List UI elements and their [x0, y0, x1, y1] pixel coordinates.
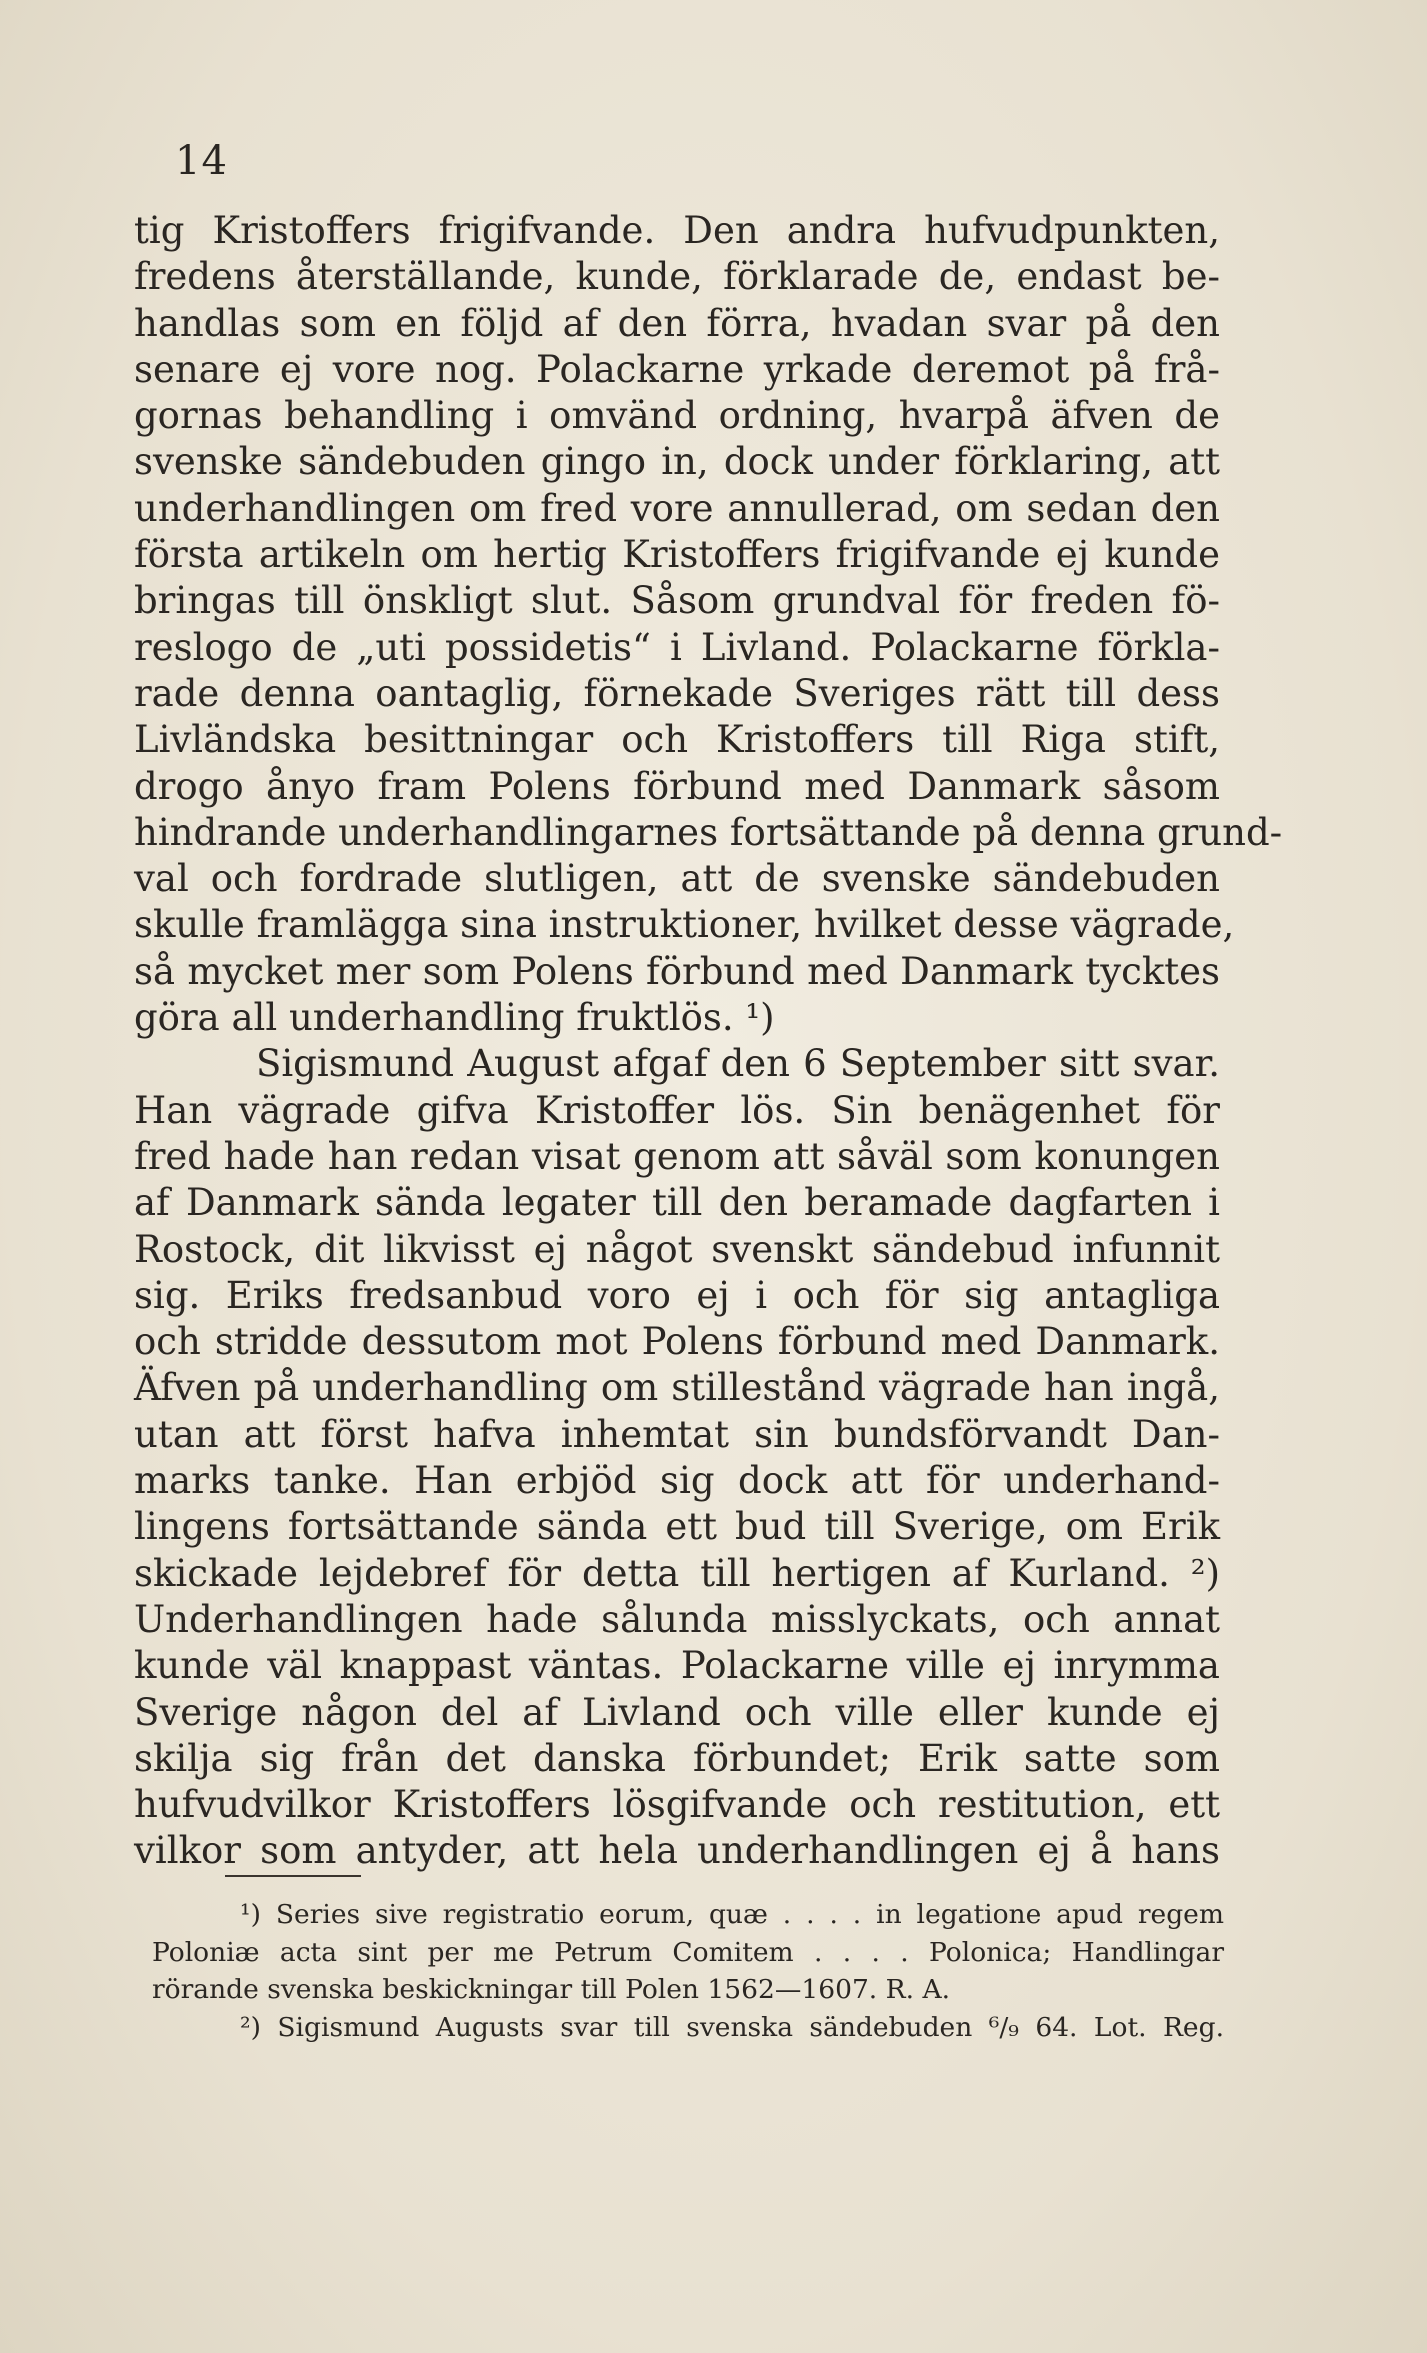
text-line: Äfven på underhandling om stillestånd vägrade han ingå, — [134, 1366, 1220, 1410]
text-line: marks tanke. Han erbjöd sig dock att för underhand- — [134, 1459, 1220, 1503]
footnote-line: ²) Sigismund Augusts svar till svenska sändebuden ⁶/₉ 64. Lot. Reg. — [240, 2011, 1224, 2043]
footnote-line: Poloniæ acta sint per me Petrum Comitem . . . . Polonica; Handlingar — [152, 1936, 1224, 1968]
text-line: rade denna oantaglig, förnekade Sveriges rätt till dess — [134, 671, 1220, 715]
text-line: drogo ånyo fram Polens förbund med Danmark såsom — [134, 764, 1220, 808]
text-line: Rostock, dit likvisst ej något svenskt sändebud infunnit — [134, 1227, 1220, 1271]
text-line: handlas som en följd af den förra, hvadan svar på den — [134, 301, 1220, 345]
text-line: första artikeln om hertig Kristoffers frigifvande ej kunde — [134, 533, 1220, 577]
text-line: sig. Eriks fredsanbud voro ej i och för sig antagliga — [134, 1273, 1220, 1317]
footnote-line: ¹) Series sive registratio eorum, quæ . . . . in legatione apud regem — [240, 1899, 1224, 1930]
text-line: utan att först hafva inhemtat sin bundsförvandt Dan- — [134, 1412, 1220, 1456]
text-line: bringas till önskligt slut. Såsom grundval för freden fö- — [134, 579, 1220, 623]
text-line: lingens fortsättande sända ett bud till Sverige, om Erik — [134, 1505, 1220, 1549]
text-line: af Danmark sända legater till den beramade dagfarten i — [134, 1181, 1220, 1225]
text-line: hufvudvilkor Kristoffers lösgifvande och restitution, ett — [134, 1783, 1220, 1827]
text-line: Sverige någon del af Livland och ville eller kunde ej — [134, 1690, 1220, 1734]
paragraph-start-line: Sigismund August afgaf den 6 September sitt svar. — [256, 1042, 1220, 1086]
page-number: 14 — [175, 138, 228, 184]
text-line: svenske sändebuden gingo in, dock under förklaring, att — [134, 440, 1220, 484]
text-line: senare ej vore nog. Polackarne yrkade deremot på frå- — [134, 347, 1220, 391]
text-line: så mycket mer som Polens förbund med Danmark tycktes — [134, 949, 1220, 993]
text-line: Livländska besittningar och Kristoffers till Riga stift, — [134, 718, 1220, 762]
text-line: underhandlingen om fred vore annullerad, om sedan den — [134, 486, 1220, 530]
text-line: Han vägrade gifva Kristoffer lös. Sin benägenhet för — [134, 1088, 1220, 1132]
text-line: Underhandlingen hade sålunda misslyckats, och annat — [134, 1597, 1220, 1641]
footnote-line: rörande svenska beskickningar till Polen 1562—1607. R. A. — [152, 1974, 951, 2005]
text-line: kunde väl knappast väntas. Polackarne ville ej inrymma — [134, 1644, 1220, 1688]
text-line: gornas behandling i omvänd ordning, hvarpå äfven de — [134, 394, 1220, 438]
text-line: tig Kristoffers frigifvande. Den andra hufvudpunkten, — [134, 209, 1220, 252]
text-line: och stridde dessutom mot Polens förbund med Danmark. — [134, 1320, 1220, 1364]
text-line: hindrande underhandlingarnes fortsättande på denna grund- — [134, 810, 1283, 854]
text-line: skulle framlägga sina instruktioner, hvilket desse vägrade, — [134, 903, 1235, 947]
footnote-divider — [225, 1875, 361, 1877]
text-line: reslogo de „uti possidetis“ i Livland. Polackarne förkla- — [134, 625, 1220, 669]
text-line: fredens återställande, kunde, förklarade de, endast be- — [134, 255, 1220, 299]
text-line: fred hade han redan visat genom att såväl som konungen — [134, 1134, 1220, 1178]
text-line: skilja sig från det danska förbundet; Erik satte som — [134, 1736, 1220, 1780]
text-line: göra all underhandling fruktlös. ¹) — [134, 996, 775, 1040]
text-line: val och fordrade slutligen, att de svenske sändebuden — [134, 857, 1220, 901]
body-text — [134, 208, 1283, 1875]
footnotes — [152, 1896, 1224, 2046]
text-line: skickade lejdebref för detta till hertigen af Kurland. ²) — [134, 1551, 1220, 1595]
text-line: vilkor som antyder, att hela underhandlingen ej å hans — [134, 1829, 1220, 1873]
